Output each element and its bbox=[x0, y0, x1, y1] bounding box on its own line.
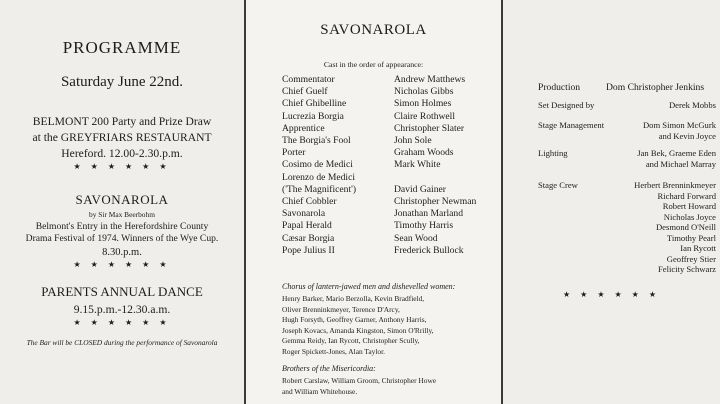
brothers-heading: Brothers of the Misericordia: bbox=[282, 364, 376, 373]
programme-panel bbox=[0, 0, 244, 404]
cast-role: Commentator bbox=[282, 74, 335, 85]
cast-row bbox=[282, 98, 476, 110]
cast-role: Chief Guelf bbox=[282, 86, 328, 98]
cast-actor: David Gainer bbox=[394, 183, 446, 195]
credit-name: Derek Mobbs bbox=[668, 100, 716, 110]
cast-actor: Christopher Slater bbox=[394, 122, 465, 134]
credit-name: Ian Rycott bbox=[680, 243, 716, 253]
cast-row bbox=[282, 123, 476, 135]
party-line-2: at the GREYFRIARS RESTAURANT bbox=[32, 131, 212, 144]
bar-note: The Bar will be CLOSED during the performance of Savonarola bbox=[26, 338, 218, 347]
cast-title: SAVONAROLA bbox=[320, 22, 427, 38]
cast-role: Chief Ghibelline bbox=[282, 98, 347, 110]
credit-name: Richard Forward bbox=[657, 190, 716, 201]
credit-name: and Michael Marray bbox=[645, 158, 716, 169]
play-title: SAVONAROLA bbox=[75, 192, 169, 207]
cast-row bbox=[282, 172, 476, 184]
cast-role: Cæsar Borgia bbox=[282, 232, 335, 244]
cast-role: Porter bbox=[282, 147, 306, 159]
cast-role: ('The Magnificent') bbox=[282, 183, 357, 195]
stars-divider: ★ ★ ★ ★ ★ ★ bbox=[73, 260, 171, 269]
play-line-2: Drama Festival of 1974. Winners of the Wye Cup. bbox=[25, 233, 219, 244]
cast-role: Savonarola bbox=[282, 208, 326, 220]
chorus-line: Henry Barker, Mario Berzolla, Kevin Bradfield, bbox=[282, 294, 425, 303]
cast-actor: Simon Holmes bbox=[394, 98, 452, 110]
cast-actor: Christopher Newman bbox=[394, 196, 477, 208]
credit-name: Robert Howard bbox=[662, 201, 716, 211]
dance-time: 9.15.p.m.-12.30.a.m. bbox=[73, 303, 171, 316]
cast-panel bbox=[246, 0, 501, 404]
stars-divider: ★ ★ ★ ★ ★ ★ bbox=[73, 162, 171, 171]
cast-row bbox=[282, 220, 476, 232]
credit-stage-crew bbox=[503, 180, 720, 275]
cast-actor: Nicholas Gibbs bbox=[394, 86, 454, 98]
credit-name: and Kevin Joyce bbox=[658, 130, 716, 141]
play-time: 8.30.p.m. bbox=[102, 247, 142, 258]
cast-subtitle: Cast in the order of appearance: bbox=[323, 60, 424, 69]
credit-label: Stage Crew bbox=[538, 180, 578, 190]
brothers-line: Robert Carslaw, William Groom, Christopher Howe bbox=[282, 376, 437, 385]
credit-label: Set Designed by bbox=[538, 100, 595, 110]
production-value: Dom Christopher Jenkins bbox=[606, 82, 705, 93]
party-line-1: BELMONT 200 Party and Prize Draw bbox=[32, 115, 212, 128]
chorus-line: Roger Spickett-Jones, Alan Taylor. bbox=[282, 346, 386, 356]
dance-title: PARENTS ANNUAL DANCE bbox=[41, 284, 203, 299]
brothers-line: and William Whitehouse. bbox=[282, 386, 358, 396]
credits-panel bbox=[503, 0, 720, 404]
cast-row bbox=[282, 135, 476, 147]
cast-actor: Graham Woods bbox=[394, 147, 454, 159]
cast-row bbox=[282, 86, 476, 98]
programme-title: PROGRAMME bbox=[62, 38, 182, 57]
cast-row bbox=[282, 196, 476, 208]
cast-actor: John Sole bbox=[394, 135, 432, 147]
credit-name: Nicholas Joyce bbox=[663, 211, 716, 222]
credit-name: Timothy Pearl bbox=[666, 232, 716, 243]
cast-row bbox=[282, 147, 476, 159]
cast-actor: Claire Rothwell bbox=[394, 110, 456, 122]
chorus-names bbox=[282, 294, 434, 358]
credit-name: Jan Bek, Graeme Eden bbox=[637, 148, 716, 158]
credit-stage-management bbox=[503, 120, 720, 141]
cast-row bbox=[282, 159, 476, 171]
cast-role: Lorenzo de Medici bbox=[282, 171, 355, 183]
cast-actor: Mark White bbox=[394, 159, 441, 171]
stars-divider: ★ ★ ★ ★ ★ ★ bbox=[73, 318, 171, 327]
cast-row bbox=[282, 233, 476, 245]
play-author: by Sir Max Beerbohm bbox=[89, 210, 155, 219]
cast-row bbox=[282, 74, 476, 86]
credit-name: Geoffrey Stier bbox=[666, 253, 716, 264]
credit-label: Stage Management bbox=[538, 120, 605, 130]
cast-role: Lucrezia Borgia bbox=[282, 110, 344, 122]
cast-role: Chief Cobbler bbox=[282, 196, 337, 208]
chorus-line: Joseph Kovacs, Amanda Kingston, Simon O'Rrilly, bbox=[282, 325, 434, 335]
credit-name: Dom Simon McGurk bbox=[642, 120, 716, 130]
cast-row bbox=[282, 184, 476, 196]
cast-role: Apprentice bbox=[282, 122, 325, 134]
cast-actor: Timothy Harris bbox=[394, 220, 454, 232]
play-line-1: Belmont's Entry in the Herefordshire County bbox=[35, 221, 209, 232]
chorus-line: Gemma Reidy, Ian Rycott, Christopher Scully, bbox=[282, 336, 420, 346]
cast-row bbox=[282, 208, 476, 220]
cast-role: The Borgia's Fool bbox=[282, 135, 351, 147]
stars-divider: ★ ★ ★ ★ ★ ★ bbox=[562, 290, 661, 299]
cast-role: Pope Julius II bbox=[282, 244, 335, 256]
credit-name: Felicity Schwarz bbox=[658, 264, 716, 274]
programme-date: Saturday June 22nd. bbox=[60, 74, 184, 90]
cast-actor: Andrew Matthews bbox=[394, 74, 466, 85]
cast-actor: Frederick Bullock bbox=[394, 244, 464, 256]
cast-role: Papal Herald bbox=[282, 220, 332, 232]
credit-name: Desmond O'Neill bbox=[655, 222, 716, 232]
production-label: Production bbox=[538, 82, 581, 93]
party-line-3: Hereford. 12.00-2.30.p.m. bbox=[61, 147, 183, 160]
credit-set-design bbox=[503, 100, 720, 111]
credit-label: Lighting bbox=[538, 148, 568, 158]
cast-list bbox=[282, 74, 476, 257]
chorus-heading: Chorus of lantern-jawed men and dishevelled women: bbox=[282, 282, 456, 291]
credit-lighting bbox=[503, 148, 720, 169]
cast-role: Cosimo de Medici bbox=[282, 159, 353, 171]
credit-name: Herbert Brenninkmeyer bbox=[634, 180, 716, 190]
cast-actor: Jonathan Marland bbox=[394, 208, 464, 220]
cast-row bbox=[282, 245, 476, 257]
cast-actor: Sean Wood bbox=[394, 232, 438, 244]
chorus-line: Hugh Forsyth, Geoffrey Garner, Anthony Harris, bbox=[282, 315, 427, 325]
cast-row bbox=[282, 111, 476, 123]
chorus-line: Oliver Brenninkmeyer, Terence D'Arcy, bbox=[282, 304, 400, 314]
brothers-names bbox=[282, 376, 436, 397]
